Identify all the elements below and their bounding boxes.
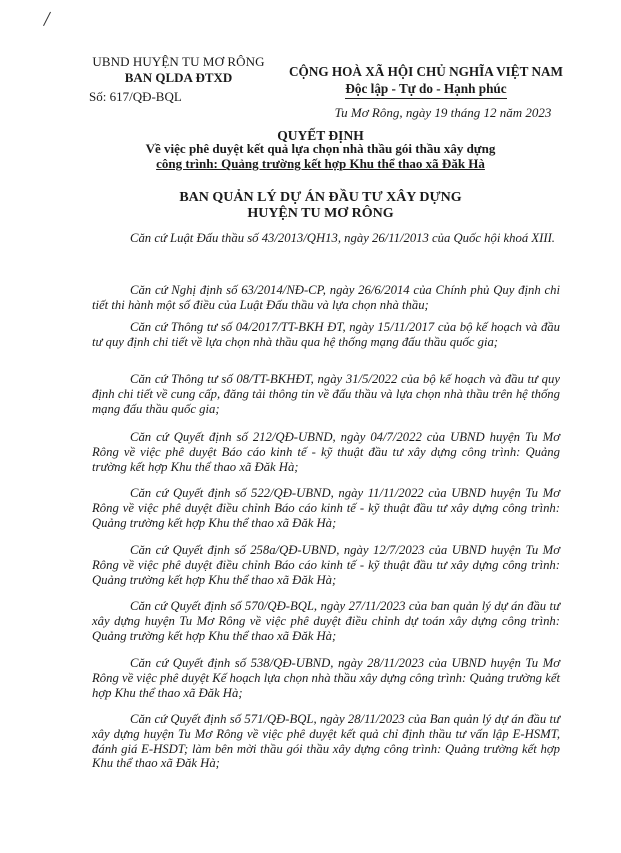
country-name: CỘNG HOÀ XÃ HỘI CHỦ NGHĨA VIỆT NAM [289,64,563,79]
legal-basis-paragraph: Căn cứ Quyết định số 571/QĐ-BQL, ngày 28/11/2023 của Ban quản lý dự án đầu tư xây dựng huyện Tu Mơ Rông về việc phê duyệt kết quả chỉ định thầu tư vấn lập E-HSMT, đánh giá E-HSDT; làm bên mời thầu gói thầu xây dựng công trình: Quảng trường kết hợp Khu thể thao xã Đăk Hà; [92,712,560,771]
legal-basis-paragraph: Căn cứ Nghị định số 63/2014/NĐ-CP, ngày 26/6/2014 của Chính phủ Quy định chi tiết thi hành một số điều của Luật Đấu thầu và lựa chọn nhà thầu; [92,283,560,312]
subject-line-2: công trình: Quảng trường kết hợp Khu thể thao xã Đăk Hà [156,156,485,171]
legal-basis-paragraph: Căn cứ Quyết định số 570/QĐ-BQL, ngày 27/11/2023 của ban quản lý dự án đầu tư xây dựng huyện Tu Mơ Rông về việc phê duyệt điều chỉnh dự toán xây dựng công trình: Quảng trường kết hợp Khu thể thao xã Đăk Hà; [92,599,560,643]
handwritten-mark: / [42,5,52,32]
issuer-board: BAN QLDA ĐTXD [124,70,233,85]
legal-basis-paragraph: Căn cứ Quyết định số 538/QĐ-UBND, ngày 28/11/2023 của UBND huyện Tu Mơ Rông về việc phê duyệt Kế hoạch lựa chọn nhà thầu xây dựng công trình: Quảng trường kết hợp Khu thể thao xã Đăk Hà; [92,656,560,700]
legal-basis-paragraph: Căn cứ Thông tư số 04/2017/TT-BKH ĐT, ngày 15/11/2017 của bộ kế hoạch và đầu tư quy định chi tiết về lựa chọn nhà thầu qua hệ thống mạng đấu thầu quốc gia; [92,320,560,349]
issue-date: Tu Mơ Rông, ngày 19 tháng 12 năm 2023 [334,105,552,120]
subject-line-1: Về việc phê duyệt kết quả lựa chọn nhà thầu gói thầu xây dựng [145,141,496,156]
issuer-block [86,54,271,105]
legal-basis-paragraph: Căn cứ Quyết định số 212/QĐ-UBND, ngày 04/7/2022 của UBND huyện Tu Mơ Rông về việc phê duyệt Báo cáo kinh tế - kỹ thuật đầu tư xây dựng công trình: Quảng trường kết hợp Khu thể thao xã Đăk Hà; [92,430,560,474]
legal-basis-paragraph: Căn cứ Luật Đấu thầu số 43/2013/QH13, ngày 26/11/2013 của Quốc hội khoá XIII. [130,231,555,245]
national-motto: Độc lập - Tự do - Hạnh phúc [345,81,506,99]
legal-basis-paragraph: Căn cứ Thông tư số 08/TT-BKHĐT, ngày 31/5/2022 của bộ kế hoạch và đầu tư quy định chi tiết về cung cấp, đăng tải thông tin về đấu thầu và lựa chọn nhà thầu trên hệ thống mạng đấu thầu quốc gia; [92,372,560,416]
legal-basis-paragraph: Căn cứ Quyết định số 522/QĐ-UBND, ngày 11/11/2022 của UBND huyện Tu Mơ Rông về việc phê duyệt điều chỉnh Báo cáo kinh tế - kỹ thuật đầu tư xây dựng công trình: Quảng trường kết hợp Khu thể thao xã Đăk Hà; [92,486,560,530]
issuer-district: UBND HUYỆN TU MƠ RÔNG [92,54,265,69]
document-title: QUYẾT ĐỊNH [277,128,364,143]
authority-line-1: BAN QUẢN LÝ DỰ ÁN ĐẦU TƯ XÂY DỰNG [179,190,462,205]
national-heading [276,64,576,121]
document-number: Số: 617/QĐ-BQL [89,89,182,104]
legal-basis-paragraph: Căn cứ Quyết định số 258a/QĐ-UBND, ngày 12/7/2023 của UBND huyện Tu Mơ Rông về việc phê duyệt điều chỉnh Báo cáo kinh tế - kỹ thuật đầu tư xây dựng công trình: Quảng trường kết hợp Khu thể thao xã Đăk Hà; [92,543,560,587]
authority-line-2: HUYỆN TU MƠ RÔNG [247,206,394,221]
